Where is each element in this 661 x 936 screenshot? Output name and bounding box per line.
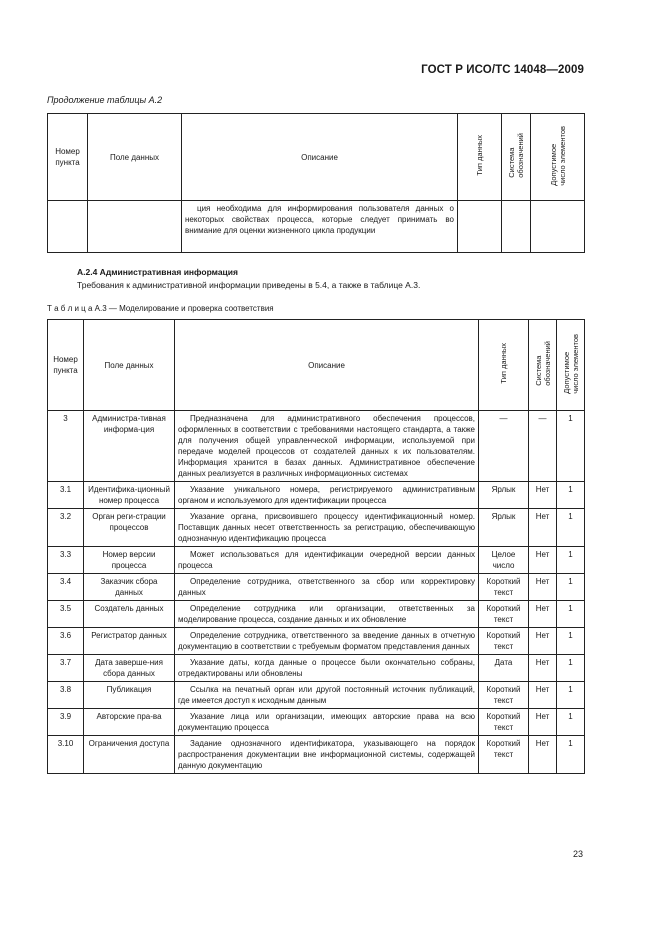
cell-notation: Нет — [529, 547, 557, 574]
table-row — [48, 736, 585, 774]
table-a3-body — [48, 411, 585, 774]
table-row — [48, 201, 585, 253]
cell-number: 3.9 — [48, 709, 84, 736]
table-row — [48, 655, 585, 682]
cell-notation: Нет — [529, 574, 557, 601]
cell-notation: Нет — [529, 655, 557, 682]
cell-type: Короткий текст — [479, 628, 529, 655]
col-header-number: Номер пункта — [48, 114, 88, 201]
table-continuation-label: Продолжение таблицы А.2 — [47, 95, 163, 105]
cell-notation: Нет — [529, 601, 557, 628]
cell-type: Целое число — [479, 547, 529, 574]
cell-type: Короткий текст — [479, 574, 529, 601]
cell-count: 1 — [557, 655, 585, 682]
cell-type: Ярлык — [479, 509, 529, 547]
table-row — [48, 601, 585, 628]
table-row — [48, 628, 585, 655]
col-header-field: Поле данных — [88, 114, 182, 201]
table-a2-continuation — [47, 113, 585, 253]
cell-number: 3.8 — [48, 682, 84, 709]
cell-field: Идентифика-ционный номер процесса — [84, 482, 175, 509]
cell-count: 1 — [557, 547, 585, 574]
cell-number: 3.10 — [48, 736, 84, 774]
cell-description: Указание даты, когда данные о процессе были окончательно собраны, отредактированы или обновлены — [175, 655, 479, 682]
cell-type: Ярлык — [479, 482, 529, 509]
cell-description: Определение сотрудника, ответственного за введение данных в отчетную документацию в соответствии с требуемым форматом представления данных — [175, 628, 479, 655]
col-header-notation: Система обозначений — [529, 320, 557, 411]
cell-number: 3 — [48, 411, 84, 482]
col-header-field: Поле данных — [84, 320, 175, 411]
cell-type: Короткий текст — [479, 736, 529, 774]
cell-field: Заказчик сбора данных — [84, 574, 175, 601]
cell-count — [531, 201, 585, 253]
table-row — [48, 482, 585, 509]
col-header-type: Тип данных — [479, 320, 529, 411]
cell-field: Орган реги-страции процессов — [84, 509, 175, 547]
cell-description: ция необходима для информирования пользователя данных о некоторых свойствах процесса, которые следует принимать во внимание для оценки жизненного цикла продукции — [182, 201, 458, 253]
page-number: 23 — [572, 849, 583, 859]
cell-number: 3.4 — [48, 574, 84, 601]
cell-notation: Нет — [529, 509, 557, 547]
cell-count: 1 — [557, 509, 585, 547]
cell-description: Задание однозначного идентификатора, указывающего на порядок распространения документации вне информационной системы, содержащей данную документацию — [175, 736, 479, 774]
table-row — [48, 411, 585, 482]
cell-number: 3.1 — [48, 482, 84, 509]
cell-count: 1 — [557, 411, 585, 482]
cell-description: Определение сотрудника или организации, ответственных за моделирование процесса, создание данных и их обновление — [175, 601, 479, 628]
col-header-type: Тип данных — [458, 114, 502, 201]
col-header-count: Допустимое число элементов — [531, 114, 585, 201]
section-text: Требования к административной информации приведены в 5.4, а также в таблице А.3. — [77, 280, 421, 290]
table-caption: Т а б л и ц а А.3 — Моделирование и проверка соответствия — [47, 304, 274, 313]
cell-number — [48, 201, 88, 253]
cell-type: Дата — [479, 655, 529, 682]
cell-field: Администра-тивная информа-ция — [84, 411, 175, 482]
cell-notation — [502, 201, 531, 253]
cell-count: 1 — [557, 628, 585, 655]
cell-number: 3.6 — [48, 628, 84, 655]
col-header-notation: Система обозначений — [502, 114, 531, 201]
col-header-number: Номер пункта — [48, 320, 84, 411]
cell-field: Авторские пра-ва — [84, 709, 175, 736]
col-header-count: Допустимое число элементов — [557, 320, 585, 411]
table-row — [48, 547, 585, 574]
cell-number: 3.2 — [48, 509, 84, 547]
cell-type: Короткий текст — [479, 682, 529, 709]
table-row — [48, 509, 585, 547]
cell-type: Короткий текст — [479, 709, 529, 736]
standard-header: ГОСТ Р ИСО/ТС 14048—2009 — [421, 64, 584, 76]
cell-field: Регистратор данных — [84, 628, 175, 655]
cell-field: Дата заверше-ния сбора данных — [84, 655, 175, 682]
cell-type: Короткий текст — [479, 601, 529, 628]
cell-count: 1 — [557, 574, 585, 601]
cell-type: — — [479, 411, 529, 482]
cell-count: 1 — [557, 709, 585, 736]
cell-count: 1 — [557, 482, 585, 509]
cell-description: Может использоваться для идентификации очередной версии данных процесса — [175, 547, 479, 574]
cell-field: Создатель данных — [84, 601, 175, 628]
cell-field: Номер версии процесса — [84, 547, 175, 574]
cell-number: 3.3 — [48, 547, 84, 574]
cell-notation: — — [529, 411, 557, 482]
section-title: А.2.4 Административная информация — [77, 267, 238, 277]
cell-number: 3.5 — [48, 601, 84, 628]
cell-field: Публикация — [84, 682, 175, 709]
table-a2-body — [48, 201, 585, 253]
table-row — [48, 682, 585, 709]
cell-count: 1 — [557, 601, 585, 628]
cell-description: Предназначена для административного обеспечения процессов, оформленных в соответствии с требованиями настоящего стандарта, а также для получения общей управленческой информации, используемой при передаче моделей процессов от создателей данных к их пользователям. Информация хранится в базах данных. Административное обеспечение данных реализуется в различных информационных системах — [175, 411, 479, 482]
col-header-description: Описание — [175, 320, 479, 411]
table-a3 — [47, 319, 585, 774]
table-row — [48, 574, 585, 601]
cell-count: 1 — [557, 736, 585, 774]
cell-type — [458, 201, 502, 253]
cell-notation: Нет — [529, 709, 557, 736]
cell-field: Ограничения доступа — [84, 736, 175, 774]
cell-notation: Нет — [529, 736, 557, 774]
cell-description: Определение сотрудника, ответственного за сбор или корректировку данных — [175, 574, 479, 601]
cell-description: Указание органа, присвоившего процессу идентификационный номер. Поставщик данных несет ответственность за регистрацию, обеспечивающую однозначную идентификацию процесса — [175, 509, 479, 547]
col-header-description: Описание — [182, 114, 458, 201]
cell-description: Указание лица или организации, имеющих авторские права на всю документацию процесса — [175, 709, 479, 736]
cell-notation: Нет — [529, 628, 557, 655]
cell-number: 3.7 — [48, 655, 84, 682]
cell-notation: Нет — [529, 482, 557, 509]
table-row — [48, 709, 585, 736]
cell-field — [88, 201, 182, 253]
cell-description: Ссылка на печатный орган или другой постоянный источник публикаций, где имеется доступ к исходным данным — [175, 682, 479, 709]
cell-description: Указание уникального номера, регистрируемого административным органом и используемого для идентификации процесса — [175, 482, 479, 509]
cell-notation: Нет — [529, 682, 557, 709]
cell-count: 1 — [557, 682, 585, 709]
